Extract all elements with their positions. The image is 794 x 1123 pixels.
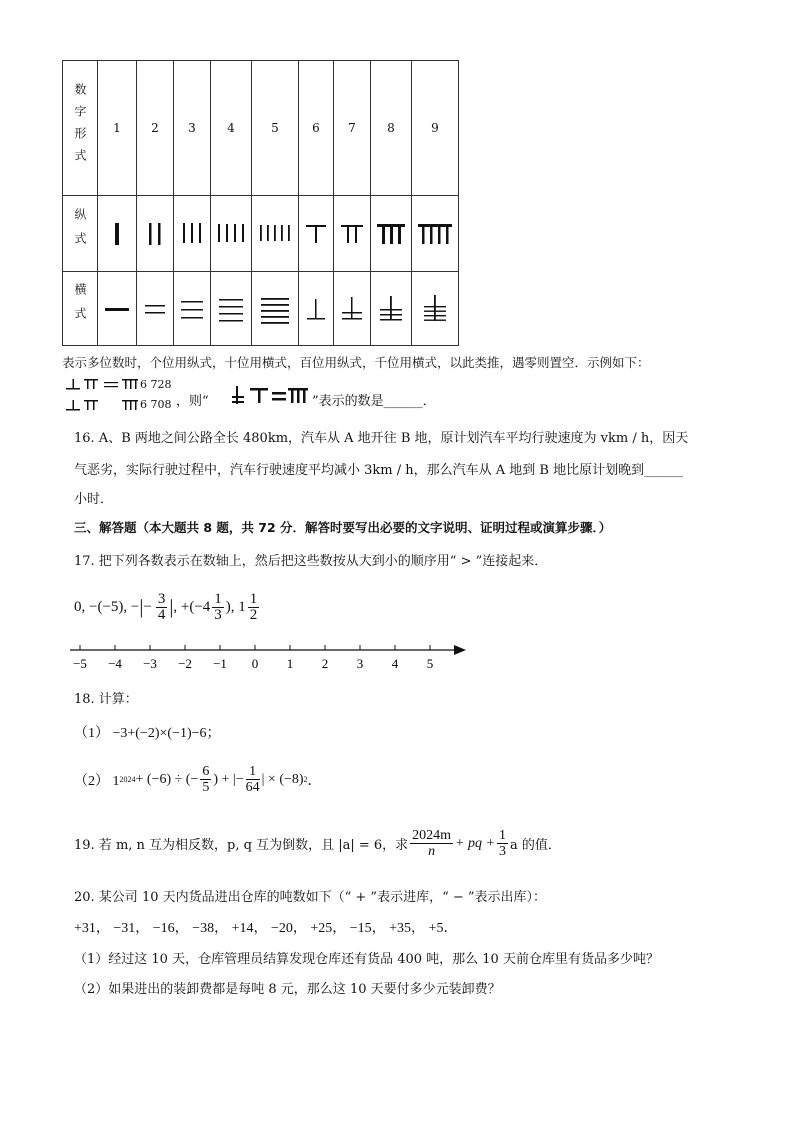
digit-1: 1 <box>113 121 121 135</box>
digit-cell <box>252 61 299 196</box>
rod-glyph-icon <box>174 294 210 324</box>
vertical-rod-7 <box>334 196 371 272</box>
digit-cell <box>137 61 174 196</box>
q18-title: 18. 计算： <box>74 692 138 707</box>
row-label-text: 数字形式 <box>73 82 87 171</box>
horizontal-rod-1 <box>98 272 137 346</box>
rod-glyph-icon <box>299 219 333 249</box>
axis-tick-label: 1 <box>286 656 294 671</box>
horizontal-rod-9 <box>412 272 459 346</box>
p2-tail: | × (−8) <box>261 771 304 787</box>
axis-tick-label: −3 <box>143 656 157 671</box>
q19-prefix: 19. 若 m, n 互为相反数，p, q 互为倒数，且 |a| = 6，求 <box>74 838 409 853</box>
digit-7: 7 <box>348 121 356 135</box>
abs-bar: | <box>169 596 174 618</box>
p2-prefix: （2） 1 <box>74 773 120 789</box>
exponent: 2 <box>303 775 308 784</box>
example1-number: 6 728 <box>140 378 172 391</box>
rod-glyph-icon <box>334 219 370 249</box>
denominator: n <box>428 844 436 859</box>
q19 <box>74 828 561 859</box>
digit-cell <box>412 61 459 196</box>
rod-question-icon <box>230 384 312 406</box>
vertical-rod-4 <box>211 196 252 272</box>
axis-tick-label: 5 <box>426 656 434 671</box>
horizontal-rod-7 <box>334 272 371 346</box>
number-line-axis-icon <box>66 640 476 674</box>
horizontal-rod-2 <box>137 272 174 346</box>
horizontal-rod-5 <box>252 272 299 346</box>
rod-glyph-icon <box>211 294 251 324</box>
denominator: 2 <box>249 607 258 623</box>
axis-tick-label: 3 <box>356 656 364 671</box>
neg-sign: − <box>143 599 152 615</box>
digit-3: 3 <box>188 121 196 135</box>
denominator: 64 <box>245 780 260 795</box>
axis-tick-label: −4 <box>108 656 122 671</box>
fraction-1-3 <box>212 592 224 623</box>
rod-glyph-icon <box>334 294 370 324</box>
abs-bar: | <box>139 596 144 618</box>
rod-glyph-icon <box>98 219 136 249</box>
digit-6: 6 <box>312 121 320 135</box>
vertical-rod-9 <box>412 196 459 272</box>
horizontal-rod-3 <box>174 272 211 346</box>
p2-end: ． <box>307 773 322 789</box>
digit-9: 9 <box>431 121 439 135</box>
close-part: ), 1 <box>225 599 246 615</box>
numerator: 1 <box>249 591 258 607</box>
digit-cell <box>334 61 371 196</box>
row-label-text: 纵式 <box>73 208 87 256</box>
axis-tick-label: −5 <box>73 656 87 671</box>
fraction-2024m-n <box>410 828 453 859</box>
q20-line1: 20. 某公司 10 天内货品进出仓库的吨数如下（“ + ”表示进库，“ − ”表示出库）： <box>74 890 547 905</box>
denominator: 5 <box>202 780 210 795</box>
q17-numbers <box>74 592 261 623</box>
horizontal-rod-8 <box>371 272 412 346</box>
digit-cell <box>98 61 137 196</box>
counting-rod-table <box>62 60 459 346</box>
rod-glyph-icon <box>371 294 411 324</box>
q20-part2: （2）如果进出的装卸费都是每吨 8 元，那么这 10 天要付多少元装卸费？ <box>74 982 501 997</box>
axis-tick-label: 2 <box>321 656 329 671</box>
fraction-1-2 <box>248 592 260 623</box>
p2-mid2: ) + |− <box>213 771 244 787</box>
digit-2: 2 <box>151 121 159 135</box>
q17-text: 17. 把下列各数表示在数轴上，然后把这些数按从大到小的顺序用“ > ”连接起来． <box>74 554 548 569</box>
row-label-text: 横式 <box>73 283 87 331</box>
numbers-prefix: 0, −(−5), − <box>74 599 140 615</box>
axis-tick-label: 0 <box>251 656 259 671</box>
then-text: ，则“ <box>176 394 209 409</box>
vertical-rod-6 <box>299 196 334 272</box>
q19-suffix: a 的值． <box>509 838 561 853</box>
section-3-heading: 三、解答题（本大题共 8 题，共 72 分．解答时要写出必要的文字说明、证明过程或演算步骤．） <box>74 520 612 535</box>
horizontal-rod-6 <box>299 272 334 346</box>
fraction-1-64 <box>246 764 260 795</box>
vertical-rod-3 <box>174 196 211 272</box>
numerator: 3 <box>157 591 166 607</box>
numerator: 1 <box>214 591 222 607</box>
row-label-digit-form <box>63 61 98 196</box>
q19-mid: + pq + <box>455 835 495 851</box>
q20-part1: （1）经过这 10 天，仓库管理员结算发现仓库还有货品 400 吨，那么 10 天前仓库里有货品多少吨？ <box>74 952 659 967</box>
vertical-rod-1 <box>98 196 137 272</box>
rod-glyph-icon <box>252 294 298 324</box>
rod-glyph-icon <box>299 294 333 324</box>
rod-glyph-icon <box>174 219 210 249</box>
digit-cell <box>371 61 412 196</box>
vertical-rod-8 <box>371 196 412 272</box>
q16-line1: 16. A、B 两地之间公路全长 480km，汽车从 A 地开往 B 地，原计划汽车平均行驶速度为 vkm / h，因天 <box>74 431 689 446</box>
q18-part2 <box>74 764 322 795</box>
rod-glyph-icon <box>137 219 173 249</box>
rod-glyph-icon <box>371 219 411 249</box>
rod-glyph-icon <box>98 294 136 324</box>
q16-line2: 气恶劣，实际行驶过程中，汽车行驶速度平均减小 3km / h，那么汽车从 A 地到 B 地比原计划晚到______ <box>74 463 684 478</box>
digit-4: 4 <box>227 121 235 135</box>
digit-5: 5 <box>271 121 279 135</box>
row-label-vertical <box>63 196 98 272</box>
q18-part1: （1） −3+(−2)×(−1)−6； <box>74 726 221 741</box>
fraction-3-4 <box>156 592 168 623</box>
numerator: 6 <box>202 764 210 779</box>
axis-tick-label: 4 <box>391 656 399 671</box>
vertical-rod-5 <box>252 196 299 272</box>
plus-part: , +(−4 <box>173 599 211 615</box>
denominator: 3 <box>498 844 506 859</box>
digit-cell <box>299 61 334 196</box>
numerator: 1 <box>246 764 260 780</box>
rod-glyph-icon <box>412 294 458 324</box>
digit-cell <box>174 61 211 196</box>
denominator: 4 <box>157 607 166 623</box>
fraction-1-3 <box>497 828 508 859</box>
numerator: 1 <box>498 828 506 843</box>
fraction-6-5 <box>200 764 211 795</box>
q15-question: ”表示的数是______． <box>312 394 436 409</box>
numerator: 2024m <box>412 828 452 843</box>
example2-number: 6 708 <box>140 398 172 411</box>
axis-tick-label: −1 <box>213 656 227 671</box>
axis-tick-label: −2 <box>178 656 192 671</box>
q16-line3: 小时． <box>74 492 114 507</box>
exponent: 2024 <box>119 775 136 784</box>
number-line <box>66 640 476 674</box>
rod-glyph-icon <box>211 219 251 249</box>
rod-glyph-icon <box>252 219 298 249</box>
digit-cell <box>211 61 252 196</box>
rod-glyph-icon <box>412 219 458 249</box>
q15-rule-text: 表示多位数时，个位用纵式，十位用横式，百位用纵式，千位用横式，以此类推，遇零则置空．示例如下： <box>62 355 650 370</box>
rod-glyph-icon <box>137 294 173 324</box>
horizontal-rod-4 <box>211 272 252 346</box>
vertical-rod-2 <box>137 196 174 272</box>
denominator: 3 <box>214 607 222 623</box>
p2-mid: + (−6) ÷ (− <box>135 771 199 787</box>
row-label-horizontal <box>63 272 98 346</box>
digit-8: 8 <box>387 121 395 135</box>
q20-data: +31， −31， −16， −38， +14， −20， +25， −15， +35， +5． <box>74 921 458 936</box>
